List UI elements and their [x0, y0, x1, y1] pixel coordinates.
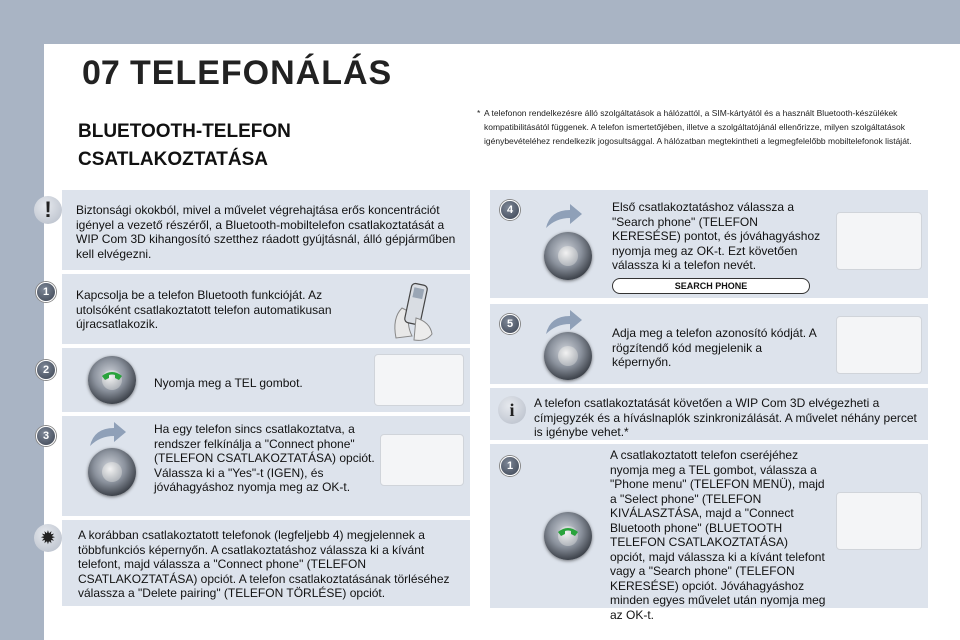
- step-3-badge: 3: [36, 426, 56, 446]
- step-3-text: Ha egy telefon sincs csatlakoztatva, a rendszer felkínálja a "Connect phone" (TELEFON CSATLAKOZTATÁSA) opciót. Válassza ki a "Yes"-t (IGEN), és jóváhagyáshoz nyomja meg az OK-t.: [154, 422, 375, 494]
- section-title-line-1: BLUETOOTH-TELEFON: [78, 121, 291, 142]
- change-phone-badge: 1: [500, 456, 520, 476]
- search-phone-button[interactable]: SEARCH PHONE: [612, 278, 810, 294]
- step-2-text: Nyomja meg a TEL gombot.: [154, 376, 303, 390]
- radio-panel-image: [374, 354, 464, 406]
- sun-icon: ✹: [34, 524, 62, 552]
- phone-handset-icon: [100, 370, 124, 388]
- footnote-text: A telefonon rendelkezésre álló szolgáltatások a hálózattól, a SIM-kártyától és a használt Bluetooth-készülékek kompatibilitásától függenek. A telefon ismertetőjében, illetve a szolgáltatójánál ellenőrizze, milyen szolgáltatások igénybevételéhez rendelkezik jogosultsággal. A hálózatban megtekintheti a legmegfelelőbb mobiltelefonok listáját.: [484, 108, 912, 146]
- section-title-line-2: CSATLAKOZTATÁSA: [78, 149, 268, 170]
- radio-panel-image: [836, 212, 922, 270]
- page-number: 257: [928, 614, 952, 630]
- tip-text: A korábban csatlakoztatott telefonok (legfeljebb 4) megjelennek a többfunkciós képernyőn. A csatlakoztatáshoz válassza ki a kívánt telefont, majd válassza a "Connect phone" (TELEFON CSATLAKOZTATÁSA) opciót. A telefon csatlakoztatásának törléséhez válassza a "Delete pairing" (TELEFON TÖRLÉSE) opciót.: [78, 528, 450, 600]
- info-icon: [498, 396, 526, 424]
- rotate-arrow-icon: [542, 202, 584, 230]
- step-4-badge: 4: [500, 200, 520, 220]
- footnote: [477, 106, 928, 148]
- radio-panel-image: [836, 492, 922, 550]
- radio-panel-image: [380, 434, 464, 486]
- warning-text: Biztonsági okokból, mivel a művelet végrehajtása erős koncentrációt igényel a vezető részéről, a Bluetooth-mobiltelefon csatlakoztatását a WIP Com 3D kihangosító szetthez ráadott gyújtásnál, álló gépjárműben kell elvégezni.: [76, 203, 456, 261]
- info-text: A telefon csatlakoztatását követően a WIP Com 3D elvégezheti a címjegyzék és a híváslnaplók szinkronizálását. A művelet néhány percet is igénybe vehet.*: [534, 396, 917, 439]
- exclamation-icon: [34, 196, 62, 224]
- step-4-text: Első csatlakoztatáshoz válassza a "Search phone" (TELEFON KERESÉSE) pontot, és jóváhagyáshoz nyomja meg az OK-t. Ezt követően válassza ki a telefon nevét.: [612, 200, 821, 272]
- ok-button-knob: [544, 332, 592, 380]
- step-2-badge: 2: [36, 360, 56, 380]
- chapter-number: 07: [82, 54, 120, 92]
- info-symbol: i: [509, 399, 515, 420]
- rotate-arrow-icon: [86, 420, 128, 448]
- ok-button-knob: [88, 448, 136, 496]
- chapter-title: TELEFONÁLÁS: [130, 54, 393, 92]
- step-5-text: Adja meg a telefon azonosító kódját. A rögzítendő kód megjelenik a képernyőn.: [612, 326, 817, 369]
- step-1-badge: 1: [36, 282, 56, 302]
- exclamation-symbol: !: [44, 197, 52, 222]
- change-phone-text: A csatlakoztatott telefon cseréjéhez nyomja meg a TEL gombot, válassza a "Phone menu" (TELEFON MENÜ), majd a "Select phone" (TELEFON KIVÁLASZTÁSA, majd a "Connect Bluetooth phone" (BLUETOOTH TELEFON CSATLAKOZTATÁSA) opciót, majd válassza ki a kívánt telefont vagy a "Search phone" (TELEFON KERESÉSE) opciót. Jóváhagyáshoz minden egyes művelet után nyomja meg az OK-t.: [610, 448, 826, 622]
- hand-phone-icon: [386, 278, 448, 344]
- step-5-badge: 5: [500, 314, 520, 334]
- step-1-text: Kapcsolja be a telefon Bluetooth funkcióját. Az utolsóként csatlakoztatott telefon automatikusan újracsatlakozik.: [76, 288, 332, 331]
- phone-handset-icon: [556, 526, 580, 544]
- radio-panel-image: [836, 316, 922, 374]
- section-title: [78, 118, 418, 174]
- footnote-marker: *: [477, 108, 481, 118]
- ok-button-knob: [544, 232, 592, 280]
